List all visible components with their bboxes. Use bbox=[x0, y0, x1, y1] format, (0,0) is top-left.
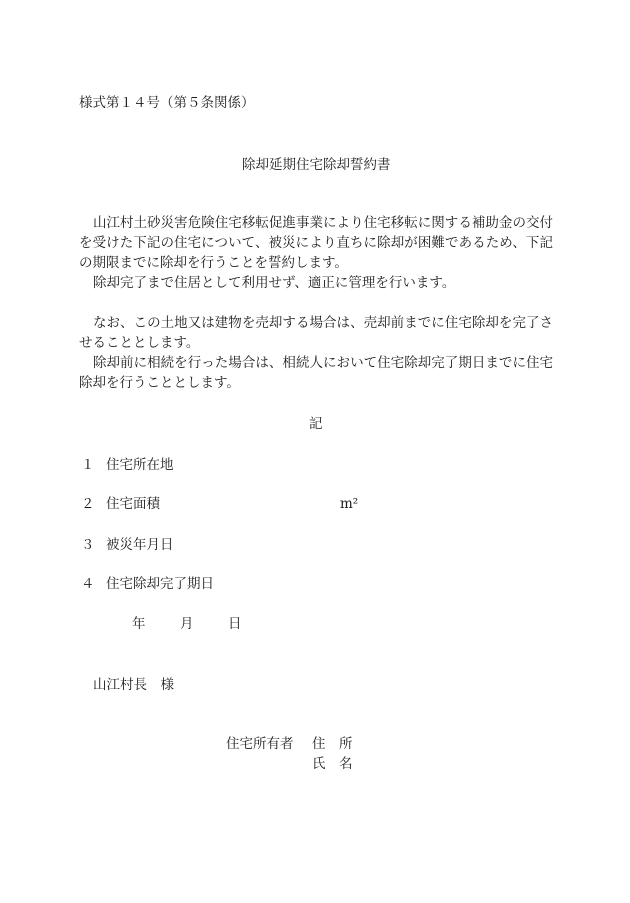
item-4-label: 住宅除却完了期日 bbox=[106, 576, 214, 592]
paragraph-1: 山江村土砂災害危険住宅移転促進事業により住宅移転に関する補助金の交付を受けた下記の住宅について、被災により直ちに除却が困難であるため、下記の期限までに除却を行うことを誓約します。 bbox=[79, 215, 553, 271]
item-2-unit: m² bbox=[340, 496, 359, 512]
ki-heading: 記 bbox=[309, 416, 323, 432]
paragraph-3: なお、この土地又は建物を売却する場合は、売却前までに住宅除却を完了させることとします。 bbox=[79, 315, 553, 351]
item-2-number: ２ bbox=[81, 496, 95, 512]
item-1-number: １ bbox=[81, 457, 95, 473]
owner-label: 住宅所有者 bbox=[226, 736, 294, 752]
item-2-label: 住宅面積 bbox=[106, 496, 160, 512]
year-label: 年 bbox=[132, 616, 146, 632]
item-1-label: 住宅所在地 bbox=[106, 457, 174, 473]
paragraph-2: 除却完了まで住居として利用せず、適正に管理を行います。 bbox=[93, 275, 456, 291]
document-title: 除却延期住宅除却誓約書 bbox=[242, 157, 391, 173]
item-3-number: ３ bbox=[81, 537, 95, 553]
item-4-number: ４ bbox=[81, 576, 95, 592]
item-3-label: 被災年月日 bbox=[106, 537, 174, 553]
month-label: 月 bbox=[180, 616, 194, 632]
form-number: 様式第１４号（第５条関係） bbox=[79, 95, 255, 111]
owner-address-label: 住 所 bbox=[312, 736, 353, 752]
owner-name-label: 氏 名 bbox=[312, 756, 353, 772]
paragraph-4: 除却前に相続を行った場合は、相続人において住宅除却完了期日までに住宅除却を行うこととします。 bbox=[79, 355, 553, 391]
addressee: 山江村長 様 bbox=[93, 677, 174, 693]
day-label: 日 bbox=[228, 616, 242, 632]
